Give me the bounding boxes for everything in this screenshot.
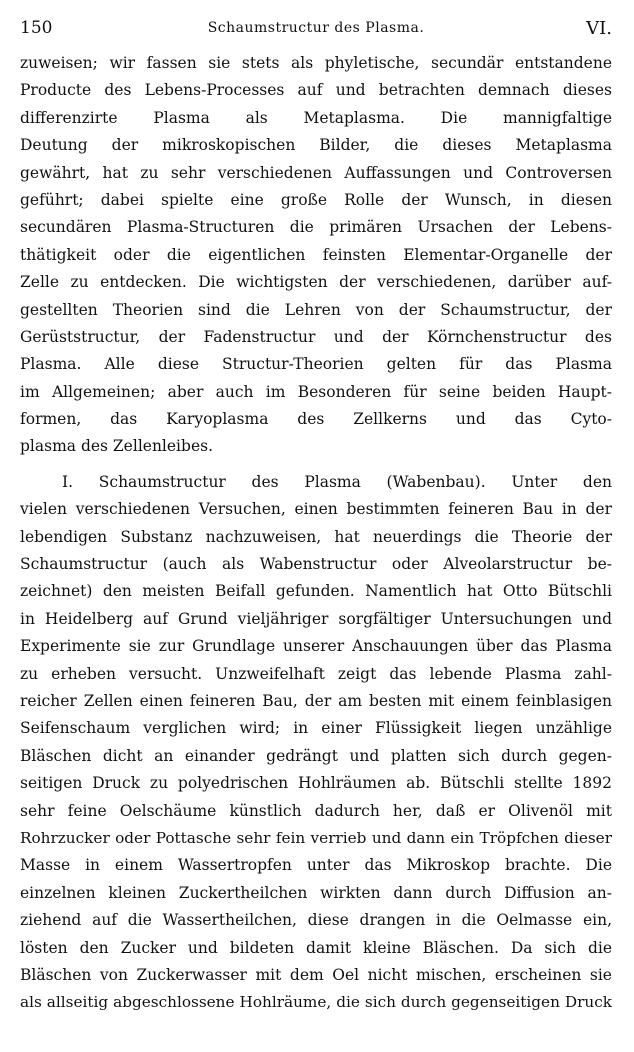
text-line: seitigen Druck zu polyedrischen Hohlräumen ab. Bütschli stellte 1892: [20, 774, 612, 793]
text-line: lebendigen Substanz nachzuweisen, hat neuerdings die Theorie der: [20, 527, 612, 546]
text-line: Rohrzucker oder Pottasche sehr fein verrieb und dann ein Tröpfchen dieser: [20, 828, 612, 847]
paragraph-gap: [20, 461, 612, 469]
text-line: thätigkeit oder die eigentlichen feinsten Elementar-Organelle der: [20, 245, 612, 264]
text-line: formen, das Karyoplasma des Zellkerns und das Cyto-: [20, 410, 612, 429]
text-line: reicher Zellen einen feineren Bau, der am besten mit einem feinblasigen: [20, 691, 612, 710]
text-line: Plasma. Alle diese Structur-Theorien gelten für das Plasma: [20, 355, 612, 374]
text-line: plasma des Zellenleibes.: [20, 437, 213, 456]
text-line: Masse in einem Wassertropfen unter das Mikroskop brachte. Die: [20, 856, 612, 875]
text-line: lösten den Zucker und bildeten damit kleine Bläschen. Da sich die: [20, 938, 612, 957]
text-line: differenzirte Plasma als Metaplasma. Die mannigfaltige: [20, 108, 612, 127]
text-line: Bläschen von Zuckerwasser mit dem Oel nicht mischen, erscheinen sie: [20, 965, 612, 984]
text-line: Schaumstructur (auch als Wabenstructur oder Alveolarstructur be-: [20, 555, 612, 574]
text-line: Seifenschaum verglichen wird; in einer Flüssigkeit liegen unzählige: [20, 719, 612, 738]
text-line: Gerüststructur, der Fadenstructur und der Körnchenstructur des: [20, 327, 612, 346]
page-header: [20, 18, 612, 50]
text-line: sehr feine Oelschäume künstlich dadurch her, daß er Olivenöl mit: [20, 801, 612, 820]
text-line: zeichnet) den meisten Beifall gefunden. Namentlich hat Otto Bütschli: [20, 582, 612, 601]
text-line: Experimente sie zur Grundlage unserer Anschauungen über das Plasma: [20, 637, 612, 656]
text-line: geführt; dabei spielte eine große Rolle der Wunsch, in diesen: [20, 190, 612, 209]
paragraph-1: [20, 50, 612, 461]
text-line: Zelle zu entdecken. Die wichtigsten der verschiedenen, darüber auf-: [20, 273, 612, 292]
page-number: 150: [20, 18, 53, 38]
text-line: vielen verschiedenen Versuchen, einen bestimmten feineren Bau in der: [20, 500, 612, 519]
text-line: zu erheben versucht. Unzweifelhaft zeigt das lebende Plasma zahl-: [20, 664, 612, 683]
text-line: zuweisen; wir fassen sie stets als phyletische, secundär entstandene: [20, 54, 612, 72]
text-line: Producte des Lebens-Processes auf und betrachten demnach dieses: [20, 81, 612, 100]
text-line: einzelnen kleinen Zuckertheilchen wirkten dann durch Diffusion an-: [20, 883, 612, 902]
text-line: secundären Plasma-Structuren die primären Ursachen der Lebens-: [20, 218, 612, 237]
text-line: in Heidelberg auf Grund vieljähriger sorgfältiger Untersuchungen und: [20, 609, 612, 628]
paragraph-2: [20, 469, 612, 1017]
text-line: Bläschen dicht an einander gedrängt und platten sich durch gegen-: [20, 746, 612, 765]
text-line: Deutung der mikroskopischen Bilder, die dieses Metaplasma: [20, 136, 612, 155]
text-line: als allseitig abgeschlossene Hohlräume, die sich durch gegenseitigen Druck: [20, 993, 612, 1012]
text-line: im Allgemeinen; aber auch im Besonderen für seine beiden Haupt-: [20, 382, 612, 401]
text-line: gewährt, hat zu sehr verschiedenen Auffassungen und Controversen: [20, 163, 612, 182]
text-line: gestellten Theorien sind die Lehren von der Schaumstructur, der: [20, 300, 612, 319]
text-line: ziehend auf die Wassertheilchen, diese drangen in die Oelmasse ein,: [20, 911, 612, 930]
body-text: [20, 50, 612, 1017]
section-heading-line: I. Schaumstructur des Plasma (Wabenbau). Unter den: [62, 472, 612, 491]
chapter-number: VI.: [586, 18, 612, 39]
running-title: Schaumstructur des Plasma.: [207, 20, 425, 36]
